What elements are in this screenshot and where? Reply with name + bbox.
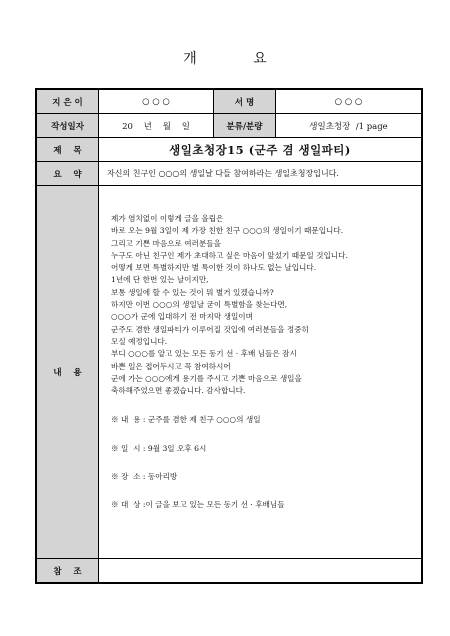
content-line: 누구도 아닌 친구인 제가 초대하고 싶은 마음이 앞섰기 때문일 것입니다. — [111, 250, 348, 260]
signature-label: 서 명 — [214, 90, 276, 113]
content-line: 바쁜 일은 접어두시고 꼭 참여하시어 — [111, 361, 231, 371]
content-line: 바로 오는 9월 3일이 제 가장 친한 친구 ○○○의 생일이기 때문입니다. — [111, 226, 344, 236]
content-line: 어떻게 보면 특별하지만 별 특이한 것이 하나도 없는 날입니다. — [111, 263, 317, 273]
content-line: 군에 가는 ○○○에게 용기를 주시고 기쁜 마음으로 생일을 — [111, 373, 302, 383]
content-line: 보통 생일에 할 수 있는 것이 뭐 별거 있겠습니까? — [111, 287, 274, 297]
content-line: 하지만 이번 ○○○의 생일날 굳이 특별함을 찾는다면, — [111, 300, 288, 310]
signature-value: ○ ○ ○ — [334, 96, 363, 107]
subject-row — [37, 138, 421, 162]
category-value: 생일초청장 /1 page — [309, 121, 388, 132]
detail-line: ※ 대 상 :이 글을 보고 있는 모든 동기 선 · 후배님들 — [111, 500, 285, 510]
content-label: 내 용 — [37, 186, 99, 558]
author-value: ○ ○ ○ — [99, 90, 214, 113]
detail-line: ※ 장 소 : 동아리방 — [111, 472, 178, 482]
page-title: 개 요 — [183, 51, 293, 67]
date-value: 20 년 월 일 — [99, 114, 214, 137]
summary-row — [37, 162, 421, 186]
reference-value — [99, 559, 421, 582]
content-line: 군주도 겸한 생일파티가 이루어질 것입에 여러분들을 정중히 — [111, 324, 309, 334]
content-row — [37, 186, 421, 559]
author-label: 지 은 이 — [37, 90, 99, 113]
subject-label: 제 목 — [37, 138, 99, 161]
author-row — [37, 90, 421, 114]
summary-value: 자신의 친구인 ○○○의 생일날 다들 참여하라는 생일초청장입니다. — [107, 169, 339, 178]
content-body — [99, 186, 421, 558]
summary-form — [35, 88, 423, 584]
reference-row — [37, 559, 421, 582]
date-row — [37, 114, 421, 138]
content-line: 그리고 기쁜 마음으로 여러분들을 — [111, 238, 221, 248]
category-label: 분류/분량 — [214, 114, 276, 137]
content-line: 축하해주었으면 좋겠습니다. 감사합니다. — [111, 386, 246, 396]
summary-label: 요 약 — [37, 162, 99, 185]
content-line: 1년에 단 한번 있는 날이지만, — [111, 275, 209, 285]
date-label: 작성일자 — [37, 114, 99, 137]
content-line: ○○○가 군에 입대하기 전 마지막 생일이며 — [111, 312, 253, 322]
subject-value: 생일초청장15 (군주 겸 생일파티) — [169, 142, 351, 157]
reference-label: 참 조 — [37, 559, 99, 582]
detail-line: ※ 내 용 : 군주를 겸한 제 친구 ○○○의 생일 — [111, 415, 261, 425]
content-line: 부디 ○○○를 알고 있는 모든 동기 선 · 후배 님들은 잠시 — [111, 349, 297, 359]
detail-line: ※ 일 시 : 9월 3일 오후 6시 — [111, 443, 207, 453]
content-line: 제가 염치없이 이렇게 글을 올립은 — [111, 214, 224, 223]
content-line: 모실 예정입니다. — [111, 336, 168, 346]
